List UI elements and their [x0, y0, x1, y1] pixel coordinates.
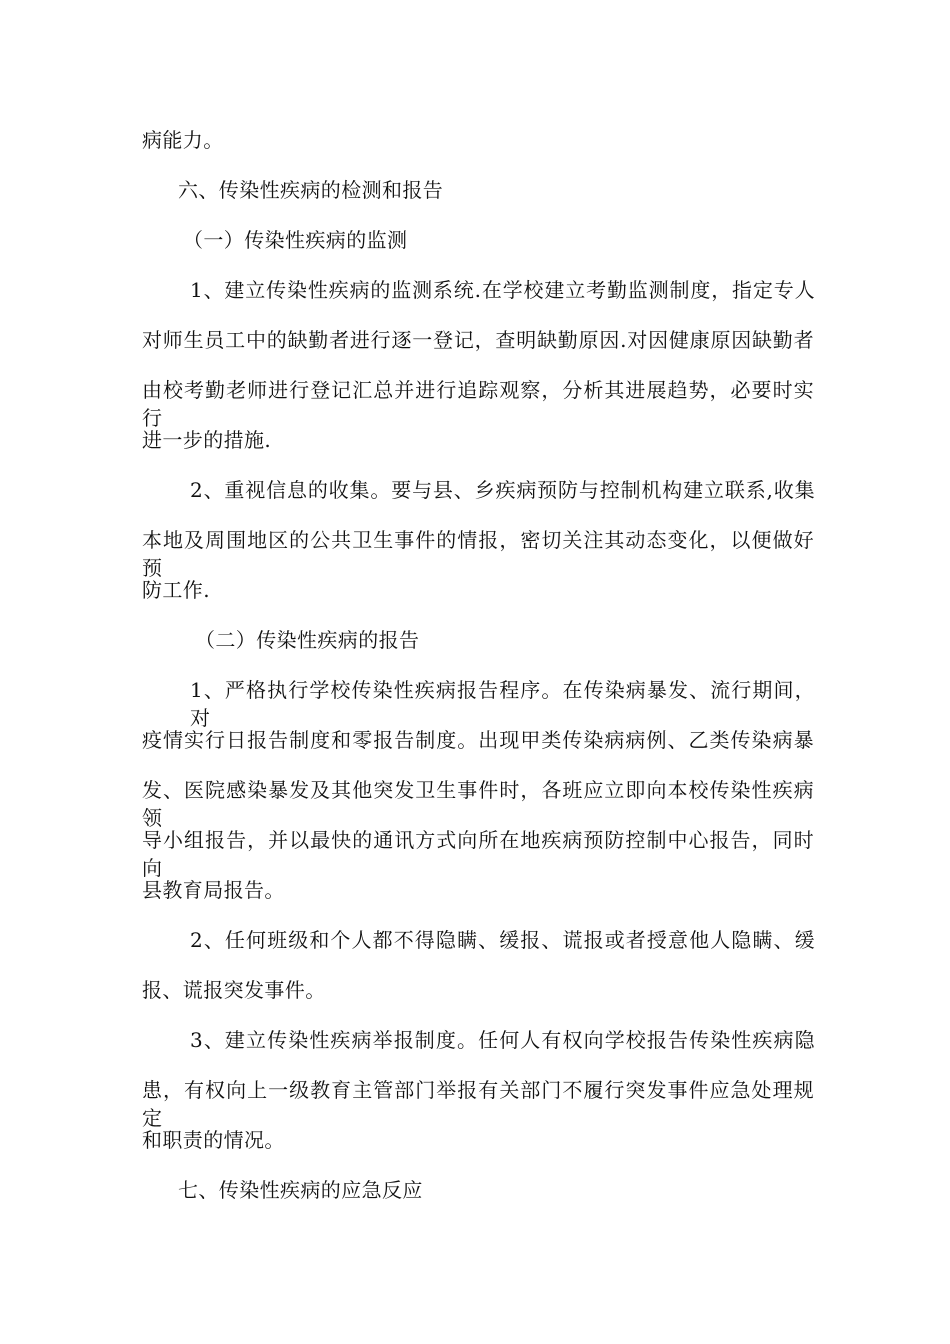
subsection-heading-monitoring: （一）传染性疾病的监测: [183, 228, 408, 252]
text-line-continuation: 病能力。: [142, 128, 224, 152]
subsection-heading-reporting: （二）传染性疾病的报告: [195, 628, 420, 652]
paragraph-line: 2、任何班级和个人都不得隐瞒、缓报、谎报或者授意他人隐瞒、缓: [190, 928, 815, 952]
paragraph-line: 县教育局报告。: [142, 878, 285, 902]
paragraph-line: 和职责的情况。: [142, 1128, 285, 1152]
paragraph-line: 对师生员工中的缺勤者进行逐一登记，查明缺勤原因.对因健康原因缺勤者: [142, 328, 814, 352]
section-heading-7: 七、传染性疾病的应急反应: [178, 1178, 423, 1202]
paragraph-line: 防工作.: [142, 578, 210, 602]
paragraph-line: 本地及周围地区的公共卫生事件的情报，密切关注其动态变化，以便做好预: [142, 528, 814, 580]
paragraph-line: 由校考勤老师进行登记汇总并进行追踪观察，分析其进展趋势，必要时实行: [142, 378, 814, 430]
paragraph-line: 进一步的措施.: [142, 428, 272, 452]
section-heading-6: 六、传染性疾病的检测和报告: [178, 178, 444, 202]
paragraph-line: 2、重视信息的收集。要与县、乡疾病预防与控制机构建立联系,收集: [190, 478, 815, 502]
paragraph-line: 患，有权向上一级教育主管部门举报有关部门不履行突发事件应急处理规定: [142, 1078, 814, 1130]
paragraph-line: 3、建立传染性疾病举报制度。任何人有权向学校报告传染性疾病隐: [190, 1028, 815, 1052]
paragraph-line: 报、谎报突发事件。: [142, 978, 326, 1002]
paragraph-line: 导小组报告，并以最快的通讯方式向所在地疾病预防控制中心报告，同时向: [142, 828, 814, 880]
paragraph-line: 疫情实行日报告制度和零报告制度。出现甲类传染病病例、乙类传染病暴: [142, 728, 814, 752]
paragraph-line: 1、建立传染性疾病的监测系统.在学校建立考勤监测制度，指定专人: [190, 278, 815, 302]
paragraph-line: 发、医院感染暴发及其他突发卫生事件时，各班应立即向本校传染性疾病领: [142, 778, 814, 830]
paragraph-line: 1、严格执行学校传染性疾病报告程序。在传染病暴发、流行期间，对: [190, 678, 815, 730]
